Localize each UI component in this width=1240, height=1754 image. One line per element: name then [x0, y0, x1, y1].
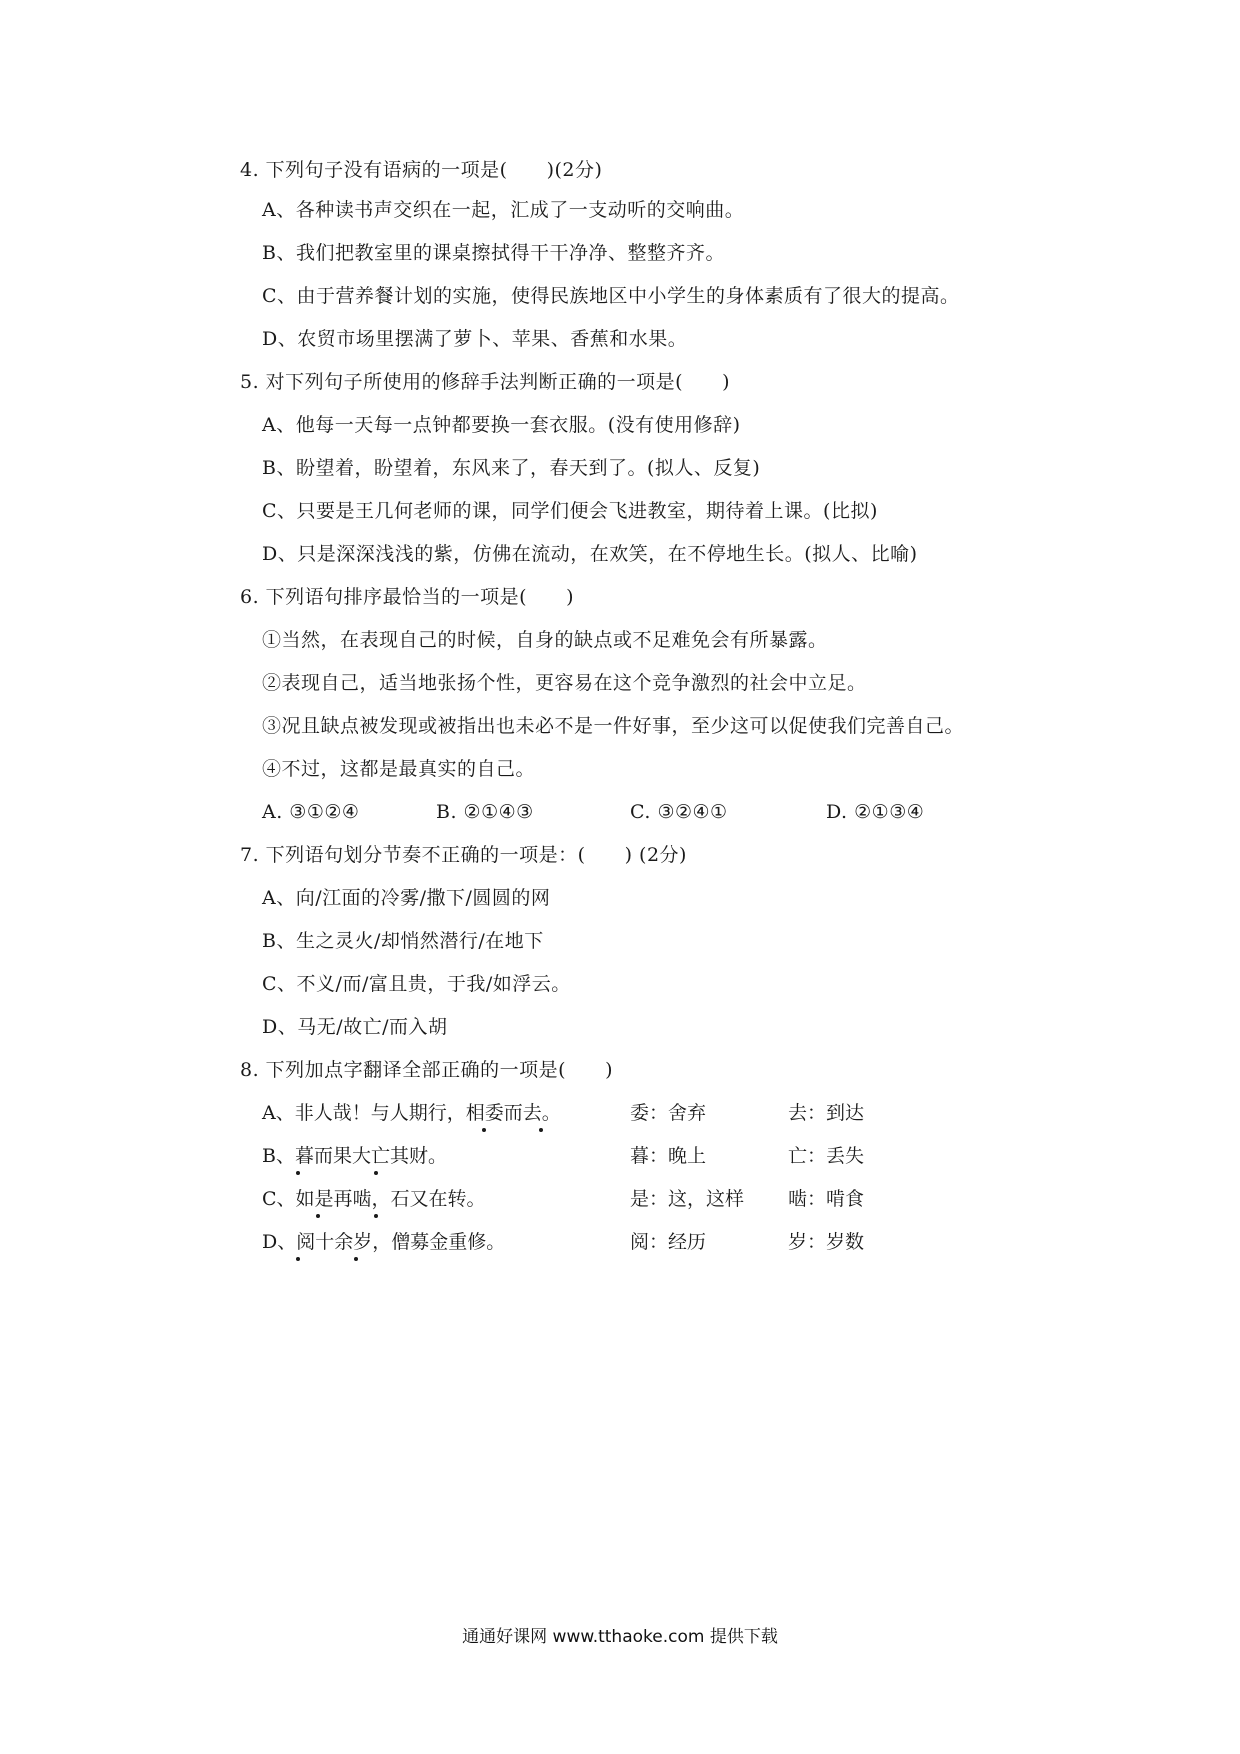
question-4-option-c: C、由于营养餐计划的实施，使得民族地区中小学生的身体素质有了很大的提高。 — [262, 285, 960, 307]
question-4-option-d: D、农贸市场里摆满了萝卜、苹果、香蕉和水果。 — [262, 328, 688, 350]
question-8-row-c-gloss-1: 是：这，这样 — [630, 1188, 745, 1210]
question-4-option-b: B、我们把教室里的课桌擦拭得干干净净、整整齐齐。 — [262, 242, 725, 264]
question-8-row-b-gloss-2: 亡：丢失 — [788, 1145, 865, 1167]
question-8-row-a-gloss-2: 去：到达 — [788, 1102, 865, 1124]
question-5-option-d: D、只是深深浅浅的紫，仿佛在流动，在欢笑，在不停地生长。(拟人、比喻) — [262, 543, 918, 565]
question-5-stem: 5. 对下列句子所使用的修辞手法判断正确的一项是( ) — [240, 371, 730, 393]
question-8-row-a-gloss-1: 委：舍弃 — [630, 1102, 707, 1124]
emphasis-dot — [374, 1214, 378, 1218]
question-7-option-a: A、向/江面的冷雾/撒下/圆圆的网 — [262, 887, 551, 909]
question-8-row-b-gloss-1: 暮：晚上 — [630, 1145, 707, 1167]
question-6-sentence-4: ④不过，这都是最真实的自己。 — [262, 758, 536, 780]
question-5-option-c: C、只要是王几何老师的课，同学们便会飞进教室，期待着上课。(比拟) — [262, 500, 878, 522]
question-6-sentence-2: ②表现自己，适当地张扬个性，更容易在这个竞争激烈的社会中立足。 — [262, 672, 867, 694]
question-6-choice-b: B. ②①④③ — [436, 801, 534, 823]
emphasis-dot — [316, 1214, 320, 1218]
question-6-choice-d: D. ②①③④ — [826, 801, 925, 823]
question-8-row-a-sentence: A、非人哉！与人期行，相委而去。 — [262, 1102, 561, 1124]
question-4-stem: 4. 下列句子没有语病的一项是( )(2分) — [240, 159, 603, 181]
question-8-row-d-gloss-2: 岁：岁数 — [788, 1231, 865, 1253]
question-8-row-d-sentence: D、阅十余岁，僧募金重修。 — [262, 1231, 506, 1253]
emphasis-dot — [374, 1171, 378, 1175]
question-8-row-c-gloss-2: 啮：啃食 — [788, 1188, 865, 1210]
question-6-choice-a: A. ③①②④ — [262, 801, 360, 823]
emphasis-dot — [296, 1171, 300, 1175]
question-6-choice-c: C. ③②④① — [630, 801, 728, 823]
emphasis-dot — [539, 1128, 543, 1132]
question-4-option-a: A、各种读书声交织在一起，汇成了一支动听的交响曲。 — [262, 199, 745, 221]
emphasis-dot — [296, 1257, 300, 1261]
emphasis-dot — [354, 1257, 358, 1261]
question-7-option-c: C、不义/而/富且贵，于我/如浮云。 — [262, 973, 571, 995]
footer-download-notice: 通通好课网 www.tthaoke.com 提供下载 — [462, 1627, 778, 1647]
question-5-option-a: A、他每一天每一点钟都要换一套衣服。(没有使用修辞) — [262, 414, 741, 436]
question-6-sentence-1: ①当然，在表现自己的时候，自身的缺点或不足难免会有所暴露。 — [262, 629, 828, 651]
question-6-sentence-3: ③况且缺点被发现或被指出也未必不是一件好事，至少这可以促使我们完善自己。 — [262, 715, 965, 737]
question-8-row-b-sentence: B、暮而果大亡其财。 — [262, 1145, 447, 1167]
question-7-option-b: B、生之灵火/却悄然潜行/在地下 — [262, 930, 544, 952]
question-8-row-c-sentence: C、如是再啮，石又在转。 — [262, 1188, 486, 1210]
question-8-row-d-gloss-1: 阅：经历 — [630, 1231, 707, 1253]
question-5-option-b: B、盼望着，盼望着，东风来了，春天到了。(拟人、反复) — [262, 457, 761, 479]
question-7-option-d: D、马无/故亡/而入胡 — [262, 1016, 448, 1038]
question-8-stem: 8. 下列加点字翻译全部正确的一项是( ) — [240, 1059, 613, 1081]
question-7-stem: 7. 下列语句划分节奏不正确的一项是：( ) (2分) — [240, 844, 687, 866]
question-6-stem: 6. 下列语句排序最恰当的一项是( ) — [240, 586, 574, 608]
emphasis-dot — [482, 1128, 486, 1132]
